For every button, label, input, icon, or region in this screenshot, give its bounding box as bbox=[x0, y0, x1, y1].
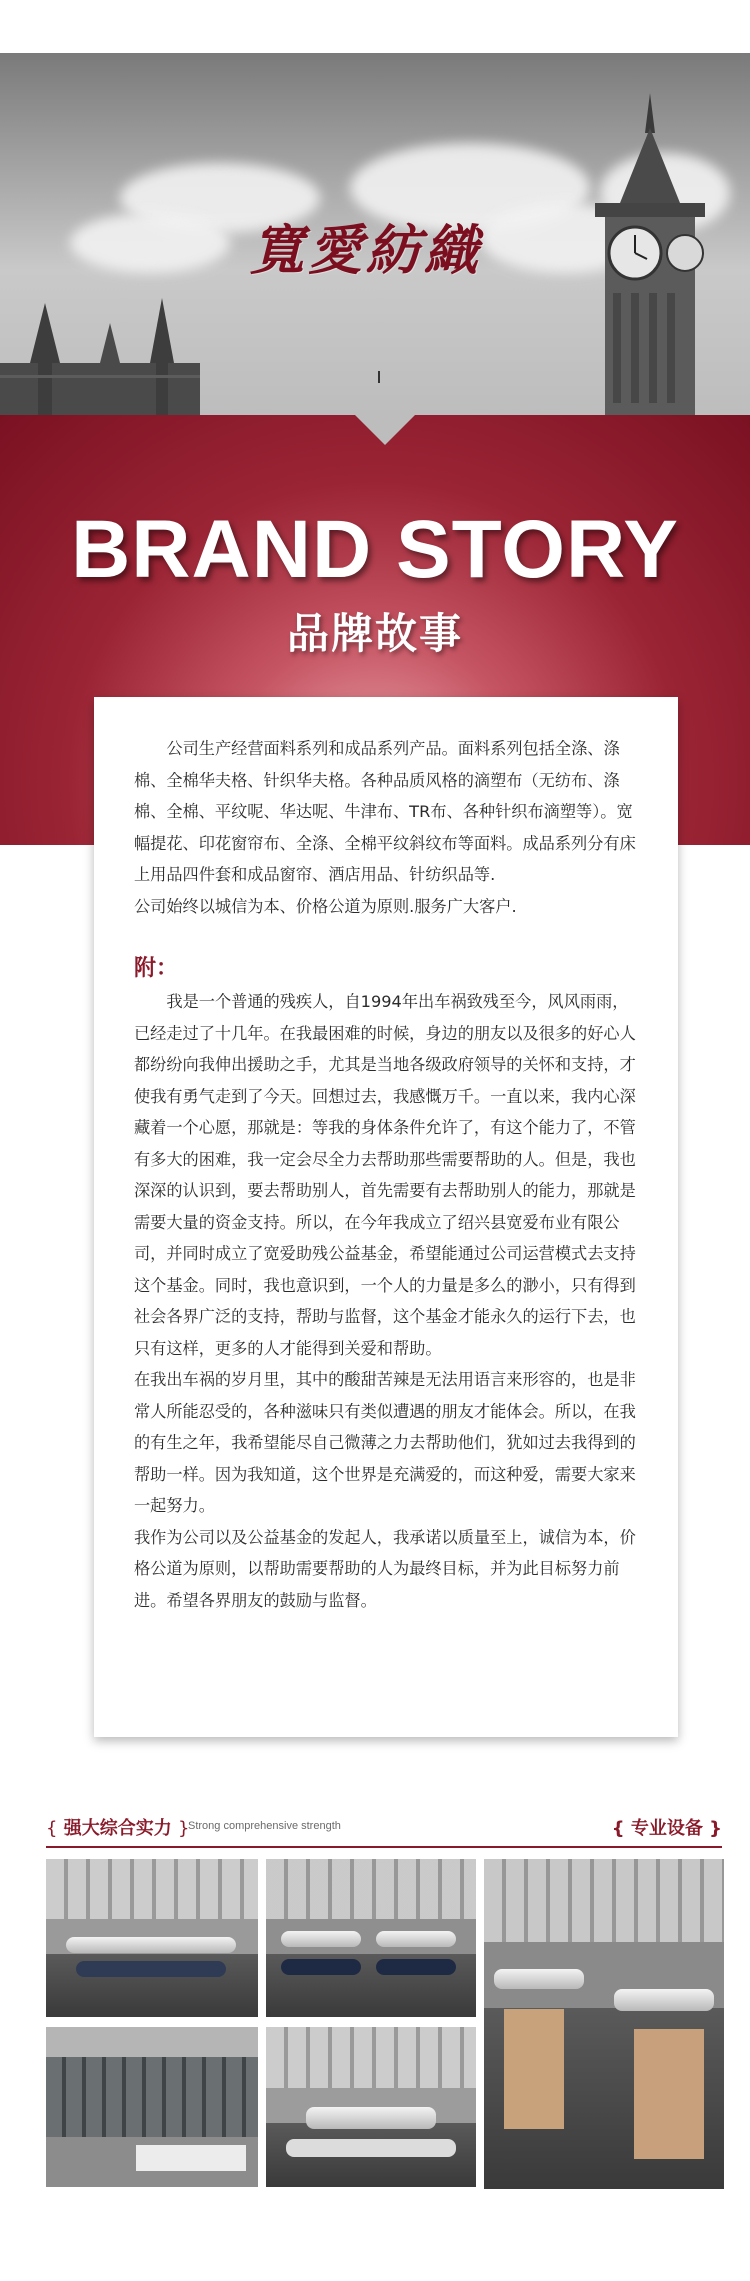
cloud bbox=[70, 213, 230, 273]
brace-close: } bbox=[709, 1818, 722, 1839]
band-title: BRAND STORY bbox=[71, 504, 679, 595]
brace-open: { bbox=[611, 1818, 625, 1839]
equipment-title bbox=[612, 1814, 722, 1840]
hero-mark bbox=[378, 371, 380, 383]
factory-photo-2 bbox=[266, 1859, 476, 2017]
brand-logo: 寬愛紡織 bbox=[250, 218, 482, 282]
factory-building-photo bbox=[46, 2027, 258, 2187]
clock-tower bbox=[565, 93, 735, 415]
strength-english: Strong comprehensive strength bbox=[188, 1820, 341, 1832]
intro-paragraph: 公司生产经营面料系列和成品系列产品。面料系列包括全涤、涤棉、全棉华夫格、针织华夫格。各种品质风格的滴塑布（无纺布、涤棉、全棉、平纹呢、华达呢、牛津布、TR布、各种针织布滴塑等）。宽幅提花、印花窗帘布、全涤、全棉平纹斜纹布等面料。成品系列分有床上用品四件套和成品窗帘、酒店用品、针纺织品等. bbox=[134, 739, 636, 884]
strength-divider bbox=[46, 1846, 722, 1848]
factory-photo-4 bbox=[266, 2027, 476, 2187]
appendix-paragraph-2: 在我出车祸的岁月里，其中的酸甜苦辣是无法用语言来形容的，也是非常人所能忍受的，各种滋味只有类似遭遇的朋友才能体会。所以，在我的有生之年，我希望能尽自己微薄之力去帮助他们，犹如过去我得到的帮助一样。因为我知道，这个世界是充满爱的，而这种爱，需要大家来一起努力。 bbox=[134, 1370, 636, 1515]
band-notch bbox=[355, 415, 415, 445]
brace-open: { bbox=[46, 1818, 58, 1839]
strength-title bbox=[46, 1814, 189, 1840]
band-subtitle: 品牌故事 bbox=[286, 609, 463, 658]
appendix-title: 附： bbox=[134, 956, 179, 981]
brace-close: } bbox=[178, 1818, 190, 1839]
strength-title-text: 强大综合实力 bbox=[63, 1818, 172, 1839]
story-card bbox=[94, 697, 678, 1737]
intro-principle: 公司始终以城信为本、价格公道为原则.服务广大客户. bbox=[134, 896, 517, 916]
strength-header bbox=[46, 1810, 722, 1846]
hero-banner bbox=[0, 53, 750, 415]
factory-photo-3 bbox=[484, 1859, 724, 2189]
parliament-silhouette bbox=[0, 293, 200, 415]
appendix-paragraph-1: 我是一个普通的残疾人，自1994年出车祸致残至今，风风雨雨，已经走过了十几年。在我最困难的时候，身边的朋友以及很多的好心人都纷纷向我伸出援助之手，尤其是当地各级政府领导的关怀和支持，才使我有勇气走到了今天。回想过去，我感慨万千。一直以来，我内心深藏着一个心愿，那就是：等我的身体条件允许了，有这个能力了，不管有多大的困难，我一定会尽全力去帮助那些需要帮助的人。但是，我也深深的认识到，要去帮助别人，首先需要有去帮助别人的能力，那就是需要大量的资金支持。所以，在今年我成立了绍兴县宽爱布业有限公司，并同时成立了宽爱助残公益基金，希望能通过公司运营模式去支持这个基金。同时，我也意识到，一个人的力量是多么的渺小，只有得到社会各界广泛的支持，帮助与监督，这个基金才能永久的运行下去，也只有这样，更多的人才能得到关爱和帮助。 bbox=[134, 992, 636, 1358]
factory-photo-1 bbox=[46, 1859, 258, 2017]
appendix-paragraph-3: 我作为公司以及公益基金的发起人，我承诺以质量至上，诚信为本，价格公道为原则，以帮助需要帮助的人为最终目标，并为此目标努力前进。希望各界朋友的鼓励与监督。 bbox=[134, 1527, 636, 1610]
equipment-title-text: 专业设备 bbox=[630, 1818, 703, 1839]
